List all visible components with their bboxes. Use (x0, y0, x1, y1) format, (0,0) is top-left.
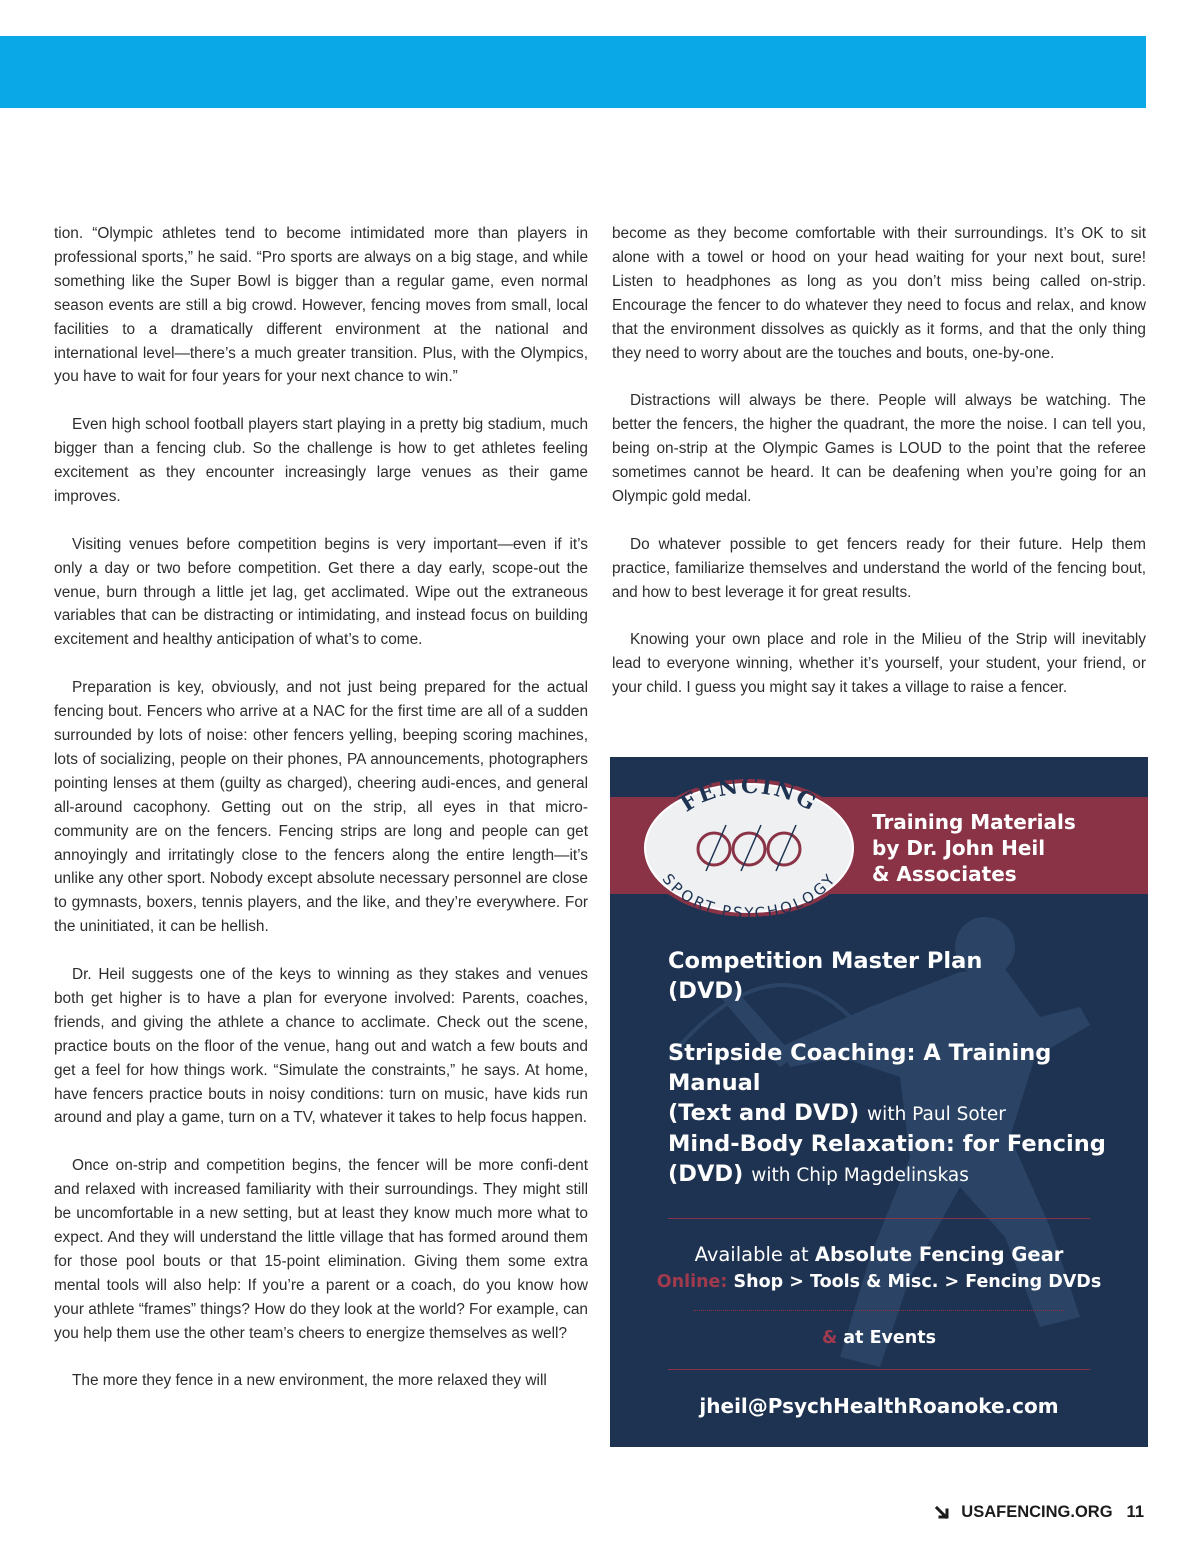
online-path-line (610, 1268, 1148, 1296)
paragraph: Visiting venues before competition begins is very important—even if it’s only a day or two before competition. Get there a day early, scope-out the venue, burn through a little jet lag, get acclimated. Wipe out the extraneous variables that can be distracting or intimidating, and instead focus on building excitement and healthy anticipation of what’s to come. (54, 535, 588, 649)
ad-tagline (872, 809, 1142, 887)
product-title: Mind-Body Relaxation: for Fencing (668, 1131, 1106, 1157)
dotted-divider (694, 1310, 1064, 1311)
paragraph: Knowing your own place and role in the Milieu of the Strip will inevitably lead to everyone winning, whether it’s yourself, your student, your friend, or your child. I guess you might say it takes a village to raise a fencer. (612, 631, 1146, 697)
product-title: Competition Master Plan (668, 948, 983, 974)
tagline-line: by Dr. John Heil (872, 836, 1046, 860)
paragraph: Even high school football players start playing in a pretty big stadium, much bigger than a fencing club. So the challenge is how to get athletes feeling excitement as they encounter increasingly large venues as their game improves. (54, 416, 588, 505)
paragraph: Dr. Heil suggests one of the keys to winning as they stakes and venues both get higher is to have a plan for everyone involved: Parents, coaches, friends, and giving the athlete a chance to acclimate. Check out the scene, practice bouts on the floor of the venue, hang out and watch a few bouts and get a feel for how things work. “Simulate the constraints,” he says. At home, have fencers practice bouts in noisy conditions: turn on music, have kids run around and play a game, turn on a TV, whatever it takes to help focus happen. (54, 966, 588, 1127)
product-format: (Text and DVD) (668, 1100, 860, 1126)
online-path: Shop > Tools & Misc. > Fencing DVDs (733, 1272, 1102, 1292)
paragraph: tion. “Olympic athletes tend to become intimidated more than players in professional sports,” he said. “Pro sports are always on a big stage, and while something like the Super Bowl is bigger than a regular game, even normal season events are still a big crowd. However, fencing moves from small, local facilities to a dramatically different environment at the national and international level—there’s a much greater transition. Plus, with the Olympics, you have to wait for four years for your next chance to win.” (54, 225, 588, 386)
events-line (610, 1324, 1148, 1352)
paragraph: Do whatever possible to get fencers ready for their future. Help them practice, familiarize themselves and understand the world of the fencing bout, and how to best leverage it for great results. (612, 535, 1146, 601)
online-label: Online: (656, 1272, 728, 1292)
top-color-bar (0, 36, 1146, 108)
site-url[interactable]: USAFENCING.ORG (961, 1503, 1113, 1521)
divider (668, 1369, 1090, 1370)
product-stripside-coaching (668, 1038, 1128, 1130)
paragraph: become as they become comfortable with their surroundings. It’s OK to sit alone with a towel or hood on your head waiting for your next bout, sure! Listen to headphones as long as you don’t miss being called on-strip. Encourage the fencer to do whatever they need to focus and relax, and know that the environment dissolves as quickly as it forms, and that the only thing they need to worry about are the touches and bouts, one-by-one. (612, 225, 1146, 362)
product-coauthor: with Chip Magdelinskas (751, 1165, 969, 1186)
paragraph: Distractions will always be there. People will always be watching. The better the fencers, the higher the quadrant, the more the noise. I can tell you, being on-strip at the Olympic Games is LOUD to the point that the referee sometimes cannot be heard. It can be deafening when you’re going for an Olympic gold medal. (612, 392, 1146, 505)
tagline-line: Training Materials (872, 810, 1076, 834)
availability-prefix: Available at (694, 1243, 809, 1266)
product-mind-body-relaxation (668, 1129, 1128, 1191)
product-title: Stripside Coaching: A Training Manual (668, 1040, 1052, 1096)
fencing-psychology-advertisement (610, 757, 1148, 1447)
fencing-sport-psychology-logo (638, 777, 860, 919)
store-name: Absolute Fencing Gear (814, 1243, 1064, 1266)
tagline-line: & Associates (872, 862, 1017, 886)
paragraph: Preparation is key, obviously, and not just being prepared for the actual fencing bout. Fencers who arrive at a NAC for the first time are all of a sudden surrounded by lots of noise: other fencers yelling, beeping scoring machines, lots of socializing, people on their phones, PA announcements, photographers pointing lenses at them (guilty as charged), cheering audi-ences, and general all-around cacophony. Getting out on the strip, all eyes in that micro-community are on the fencers. Fencing strips are long and people can get annoyingly and irritatingly close to the fencers along the entire length—it’s unlike any other sport. Nobody except absolute necessary personnel are close to gymnasts, boxers, tennis players, and the like, and they’re everywhere. For the uninitiated, it can be hellish. (54, 679, 588, 936)
availability-line (610, 1241, 1148, 1269)
page-footer (935, 1503, 1144, 1522)
product-coauthor: with Paul Soter (867, 1104, 1006, 1125)
product-competition-master-plan (668, 946, 1128, 1006)
article-right-column (612, 222, 1146, 724)
events-text: at Events (843, 1328, 937, 1348)
product-format: (DVD) (668, 1161, 744, 1187)
svg-text:FENCING: FENCING (675, 777, 823, 818)
contact-email[interactable]: jheil@PsychHealthRoanoke.com (699, 1394, 1059, 1418)
svg-text:SPORT PSYCHOLOGY: SPORT PSYCHOLOGY (658, 870, 840, 919)
divider (668, 1218, 1090, 1219)
paragraph: The more they fence in a new environment, the more relaxed they will (72, 1372, 547, 1390)
page-number: 11 (1126, 1503, 1144, 1521)
paragraph: Once on-strip and competition begins, the fencer will be more confi-dent and relaxed with increased familiarity with their surroundings. They might still be uncomfortable in a new setting, but at least they know much more what to expect. And they will understand the little village that has formed around them for those pool bouts or that 15-point elimination. Giving them some extra mental tools will also help: If you’re a parent or a coach, do you know how your athlete “frames” things? How do they look at the world? For example, can you help them use the other team’s cheers to energize themselves as well? (54, 1157, 588, 1342)
events-ampersand: & (821, 1328, 838, 1348)
product-format: (DVD) (668, 978, 744, 1004)
article-left-column (54, 222, 588, 1417)
arrow-down-right-icon (935, 1505, 951, 1521)
